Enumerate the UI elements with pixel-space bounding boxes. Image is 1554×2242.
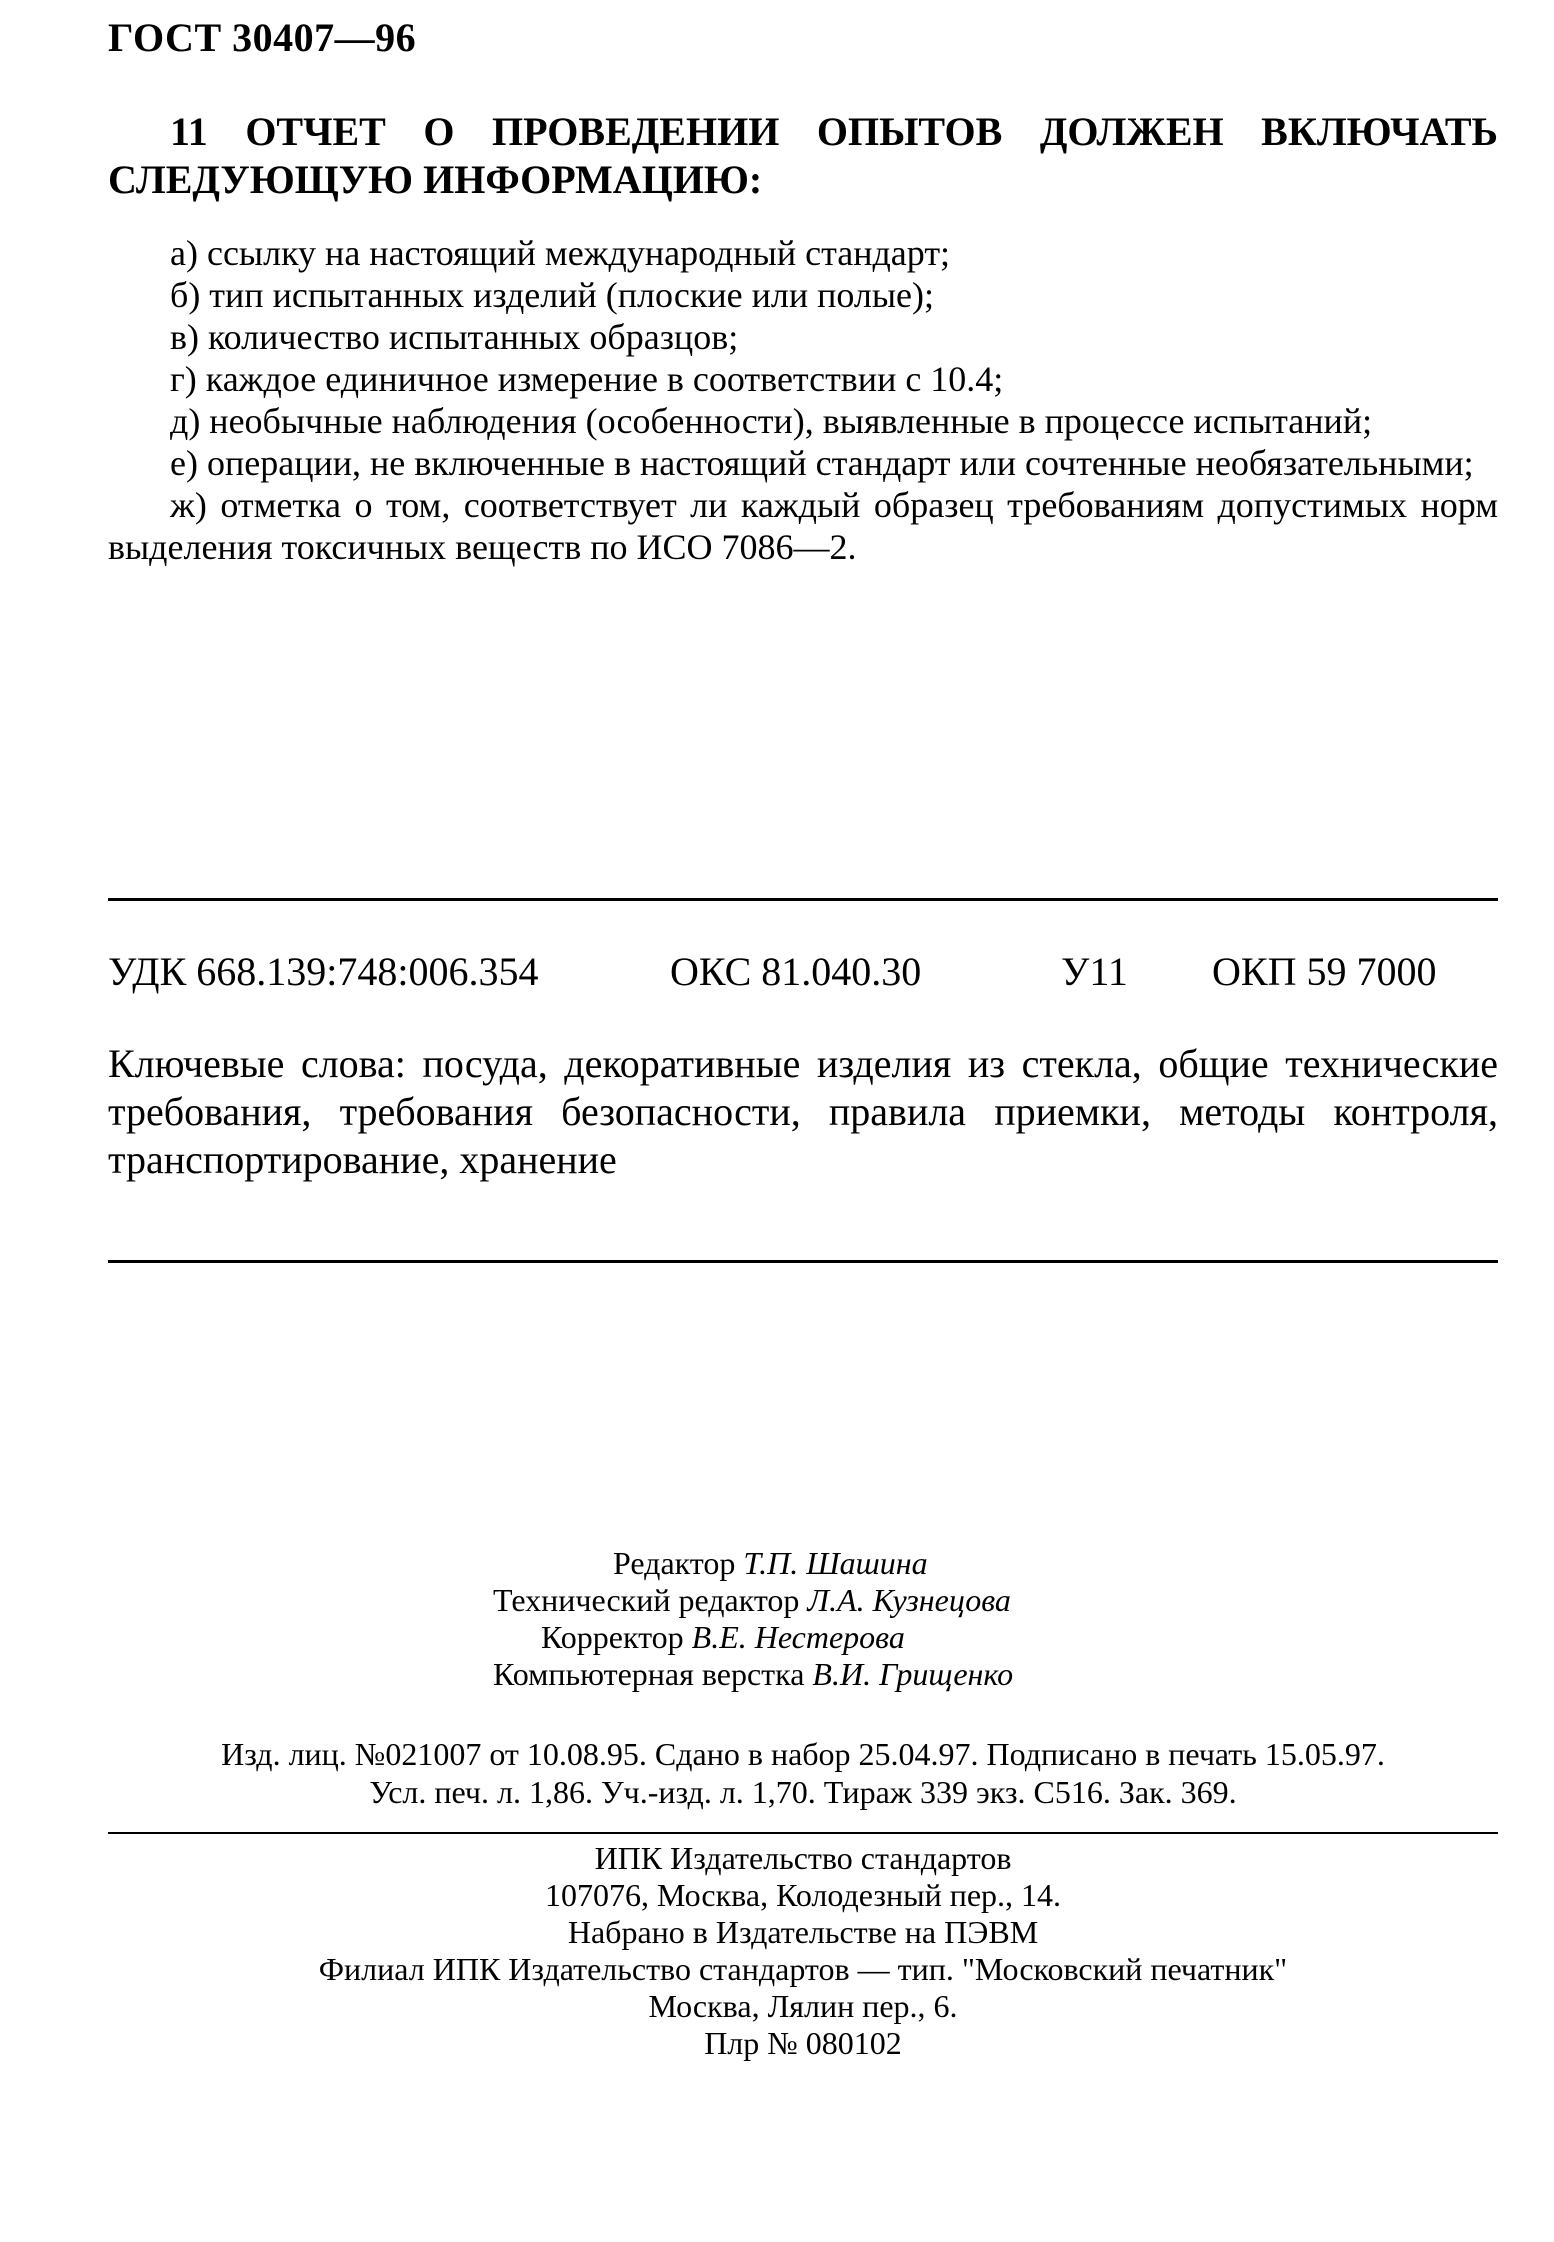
divider-bottom — [108, 1832, 1498, 1834]
credit-role: Компьютерная верстка — [493, 1656, 805, 1692]
list-item: а) ссылку на настоящий международный стандарт; — [170, 233, 951, 273]
list-item: в) количество испытанных образцов; — [170, 317, 739, 357]
okp-code: ОКП 59 7000 — [1212, 949, 1437, 994]
oks-code: ОКС 81.040.30 — [670, 949, 922, 994]
credit-name: Т.П. Шашина — [743, 1545, 928, 1581]
print-info-line: Изд. лиц. №021007 от 10.08.95. Сдано в набор 25.04.97. Подписано в печать 15.05.97. — [221, 1736, 1385, 1772]
credit-proofreader — [541, 1619, 905, 1656]
publisher-line: Плр № 080102 — [704, 2025, 902, 2061]
print-info — [108, 1735, 1498, 1811]
print-info-line: Усл. печ. л. 1,86. Уч.-изд. л. 1,70. Тираж 339 экз. С516. Зак. 369. — [369, 1774, 1237, 1810]
udk-code: УДК 668.139:748:006.354 — [108, 949, 539, 994]
list-item: г) каждое единичное измерение в соответствии с 10.4; — [170, 359, 1004, 399]
credit-editor — [613, 1545, 928, 1582]
publisher-line: Набрано в Издательстве на ПЭВМ — [567, 1914, 1039, 1950]
list-item: е) операции, не включенные в настоящий стандарт или сочтенные необязательными; — [170, 443, 1474, 483]
credit-tech-editor — [493, 1582, 1011, 1619]
u-code: У11 — [1061, 949, 1128, 994]
publisher-line: Москва, Лялин пер., 6. — [648, 1988, 958, 2024]
publisher-block — [108, 1840, 1498, 2062]
credit-role: Редактор — [613, 1545, 736, 1581]
list-item: ж) отметка о том, соответствует ли каждый образец требованиям допустимых норм выделения токсичных веществ по ИСО 7086—2. — [108, 485, 1498, 567]
gost-header: ГОСТ 30407—96 — [108, 15, 417, 60]
list-item: б) тип испытанных изделий (плоские или полые); — [170, 275, 934, 315]
divider-top — [108, 898, 1498, 901]
section-title: 11 ОТЧЕТ О ПРОВЕДЕНИИ ОПЫТОВ ДОЛЖЕН ВКЛЮЧАТЬ СЛЕДУЮЩУЮ ИНФОРМАЦИЮ: — [108, 109, 1498, 202]
credit-role: Корректор — [541, 1619, 684, 1655]
publisher-line: ИПК Издательство стандартов — [594, 1840, 1012, 1876]
credit-name: Л.А. Кузнецова — [807, 1582, 1011, 1618]
credit-name: В.Е. Нестерова — [691, 1619, 905, 1655]
publisher-line: Филиал ИПК Издательство стандартов — тип. "Московский печатник" — [318, 1951, 1288, 1987]
publisher-line: 107076, Москва, Колодезный пер., 14. — [544, 1877, 1062, 1913]
credit-layout — [493, 1656, 1013, 1693]
divider-middle — [108, 1260, 1498, 1263]
list-item: д) необычные наблюдения (особенности), выявленные в процессе испытаний; — [170, 401, 1373, 441]
credit-name: В.И. Грищенко — [812, 1656, 1014, 1692]
credit-role: Технический редактор — [493, 1582, 800, 1618]
keywords-paragraph: Ключевые слова: посуда, декоративные изделия из стекла, общие технические требования, требования безопасности, правила приемки, методы контроля, транспортирование, хранение — [108, 1041, 1498, 1182]
report-items-list — [108, 232, 1498, 568]
